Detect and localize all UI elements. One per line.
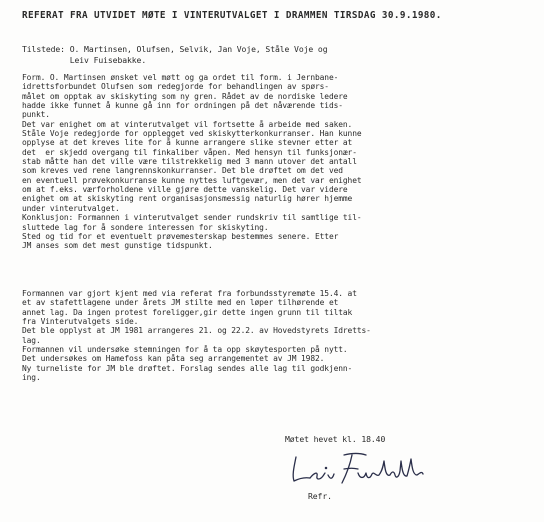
attendance-list <box>22 44 327 66</box>
text-line: Leiv Fuisebakke. <box>22 55 147 65</box>
text-line: en eventuell prøvekonkurranse kunne nyttes luftgevær, men det var enighet <box>22 175 362 185</box>
text-line: Ståle Voje redegjorde for opplegget ved skiskytterkonkurranser. Han kunne <box>22 129 362 139</box>
signature-title: Refr. <box>308 491 332 501</box>
text-line: om at f.eks. værforholdene ville gjøre dette vanskelig. Det var videre <box>22 185 348 195</box>
text-line: enighet om at skiskyting rent organisasjonsmessig naturlig hører hjemme <box>22 194 353 204</box>
text-line: Form. O. Martinsen ønsket vel møtt og ga ordet til form. i Jernbane- <box>22 73 339 82</box>
text-line: Tilstede: O. Martinsen, Olufsen, Selvik, Jan Voje, Ståle Voje og <box>22 44 328 54</box>
text-line: Ny turneliste for JM ble drøftet. Forslag sendes alle lag til godkjenn- <box>22 363 353 373</box>
text-line: det er skjedd overgang til finkaliber våpen. Med hensyn til funksjonær- <box>22 147 357 157</box>
text-line: Det undersøkes om Hamefoss kan påta seg arrangementet av JM 1982. <box>22 354 325 364</box>
text-line: som kreves ved rene langrennskonkurranser. Det ble drøftet om det ved <box>22 166 343 176</box>
text-line: et av stafettlagene under årets JM stilte med en løper tilhørende et <box>22 298 339 308</box>
text-line: stab måtte han det ville være tilstrekkelig med 3 mann utover det antall <box>22 157 357 167</box>
minutes-body-part2 <box>22 289 371 382</box>
text-line: lag. <box>22 335 41 345</box>
text-line: punkt. <box>22 110 50 120</box>
text-line: Konklusjon: Formannen i vinterutvalget sender rundskriv til samtlige til- <box>22 213 362 223</box>
text-line: målet om opptak av skiskyting som ny gren. Rådet av de nordiske ledere <box>22 91 348 101</box>
text-line: Sted og tid for et eventuelt prøvemesterskap bestemmes senere. Etter <box>22 231 339 241</box>
minutes-body-part1 <box>22 73 362 251</box>
text-line: annet lag. Da ingen protest foreligger,gir dette ingen grunn til tiltak <box>22 307 353 317</box>
text-line: fra Vinterutvalgets side. <box>22 317 139 327</box>
text-line: ing. <box>22 373 41 383</box>
text-line: opplyse at det kreves lite for å kunne arrangere slike stevner etter at <box>22 138 353 148</box>
text-line: Det var enighet om at vinterutvalget vil fortsette å arbeide med saken. <box>22 119 353 129</box>
text-line: idrettsforbundet Olufsen som redegjorde for behandlingen av spørs- <box>22 82 329 92</box>
document-title: REFERAT FRA UTVIDET MØTE I VINTERUTVALGET I DRAMMEN TIRSDAG 30.9.1980. <box>22 10 442 21</box>
text-line: JM anses som det mest gunstige tidspunkt. <box>22 241 213 251</box>
text-line: Det ble opplyst at JM 1981 arrangeres 21. og 22.2. av Hovedstyrets Idretts- <box>22 326 371 336</box>
text-line: Formannen var gjort kjent med via referat fra forbundsstyremøte 15.4. at <box>22 289 357 298</box>
meeting-closed-note: Møtet hevet kl. 18.40 <box>285 434 386 444</box>
handwritten-signature <box>286 449 436 489</box>
text-line: under vinterutvalget. <box>22 203 120 213</box>
text-line: Formannen vil undersøke stemningen for å ta opp skøytesporten på nytt. <box>22 345 348 355</box>
text-line: sluttede lag for å sondere interessen for skiskyting. <box>22 222 269 232</box>
text-line: hadde ikke funnet å kunne gå inn for ordningen på det nåværende tids- <box>22 101 343 111</box>
